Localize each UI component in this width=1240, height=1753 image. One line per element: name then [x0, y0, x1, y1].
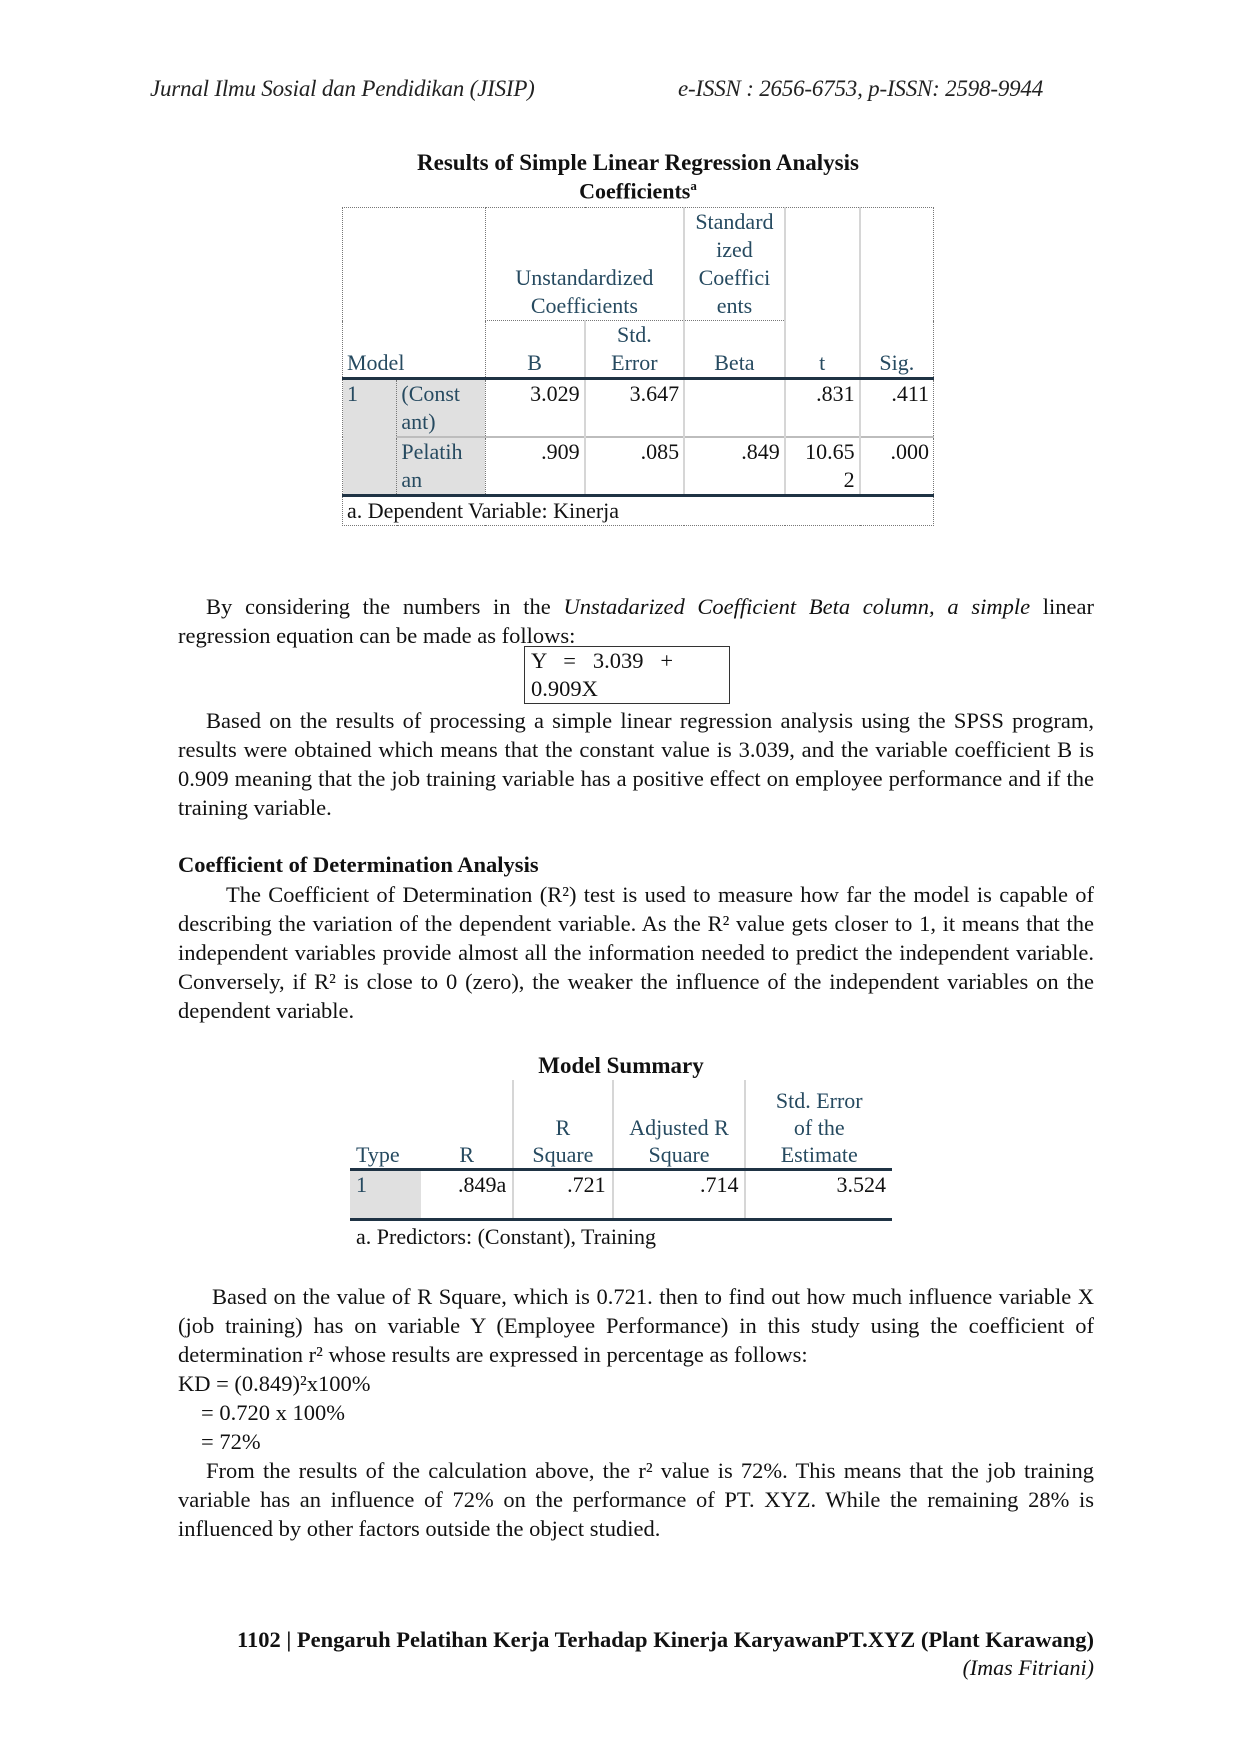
col-t-label: t [819, 350, 826, 375]
col-se-header [745, 1080, 892, 1169]
row1-name-line1: Pelatih [401, 439, 463, 464]
col-stderr-line2: Error [611, 350, 658, 375]
coefficients-subtitle-sup: a [690, 178, 697, 193]
coefficients-subtitle-text: Coefficients [579, 178, 691, 204]
col-sig-label: Sig. [879, 350, 915, 375]
row0-beta [684, 379, 785, 438]
paragraph-regression-intro [178, 592, 1094, 650]
row0-b: 3.029 [485, 379, 585, 438]
row0-stderr: 3.647 [585, 379, 685, 438]
issn-text: e-ISSN : 2656-6753, p-ISSN: 2598-9944 [678, 76, 1044, 101]
row1-t [785, 437, 860, 496]
row-name [397, 379, 485, 438]
group-std-line1: Standard [695, 209, 774, 234]
col-stderr-line1: Std. [616, 322, 652, 347]
row1-t-line2: 2 [843, 467, 855, 492]
row0-sig: .411 [860, 379, 934, 438]
journal-title: Jurnal Ilmu Sosial dan Pendidikan (JISIP) [150, 76, 535, 101]
col-sig-header [860, 208, 934, 379]
col-type-header [350, 1080, 421, 1169]
col-r-header [421, 1080, 513, 1169]
group-unstandardized [485, 208, 684, 321]
paragraph-conclusion: From the results of the calculation above, the r² value is 72%. This means that the job training variable has an influence of 72% on the performance of PT. XYZ. While the remaining 28% is influenced by other factors outside the object studied. [178, 1458, 1094, 1541]
regression-equation-box [524, 646, 730, 704]
paragraph-rsquare: Based on the value of R Square, which is 0.721. then to find out how much influence variable X (job training) has on variable Y (Employee Performance) in this study using the coefficient of determination r² whose results are expressed in percentage as follows: [178, 1284, 1094, 1367]
para1-end: linear regression equation can be made as follows: [178, 594, 1094, 648]
model-summary-footnote: a. Predictors: (Constant), Training [356, 1224, 657, 1250]
col-beta-header [684, 321, 785, 379]
coefficients-table [342, 207, 934, 526]
para1-italic: Unstadarized Coefficient Beta column, a simple [563, 594, 1031, 619]
col-b-header [485, 321, 585, 379]
equation-line1: Y = 3.039 + [531, 648, 674, 673]
coefficients-footnote: a. Dependent Variable: Kinerja [343, 496, 934, 526]
row1-name-line2: an [401, 467, 423, 492]
model-number [343, 379, 397, 496]
calc-line2: = 0.720 x 100% [201, 1400, 345, 1425]
col-stderr-header [585, 321, 685, 379]
col-adj-line1: Adjusted R [629, 1114, 729, 1140]
row0-t [785, 379, 860, 438]
col-type-label: Type [356, 1141, 400, 1167]
ms-se: 3.524 [745, 1169, 892, 1219]
table-row [343, 437, 934, 496]
model-summary-title: Model Summary [538, 1053, 704, 1078]
row0-name-line1: (Const [401, 381, 461, 406]
row1-beta: .849 [684, 437, 785, 496]
group-std-line2: ized [716, 237, 753, 262]
table-row [350, 1169, 892, 1219]
col-adj-header [613, 1080, 746, 1169]
row1-t-line1: 10.65 [805, 439, 855, 464]
col-r-label: R [459, 1141, 475, 1167]
para1-start: By considering the numbers in the [206, 594, 564, 619]
col-rsq-header [513, 1080, 612, 1169]
col-rsq-line1: R [555, 1114, 571, 1140]
ms-r: .849a [421, 1169, 513, 1219]
col-model-label: Model [347, 350, 405, 375]
row0-name-line2: ant) [401, 409, 436, 434]
coefficients-subtitle [342, 178, 934, 204]
col-rsq-line2: Square [532, 1141, 594, 1167]
paragraph-regression-result: Based on the results of processing a simple linear regression analysis using the SPSS program, results were obtained which means that the constant value is 3.039, and the variable coefficient B is 0.909 meaning that the job training variable has a positive effect on employee performance and if the training variable. [178, 708, 1094, 820]
row-name [397, 437, 485, 496]
model-number-text: 1 [347, 381, 358, 406]
col-se-line1: Std. Error [775, 1087, 863, 1113]
row1-b: .909 [485, 437, 585, 496]
col-se-line2: of the [793, 1114, 845, 1140]
calc-line3: = 72% [201, 1429, 261, 1454]
col-t-header [785, 208, 860, 379]
ms-type: 1 [350, 1169, 421, 1219]
ms-adj: .714 [613, 1169, 746, 1219]
section-heading: Coefficient of Determination Analysis [178, 852, 539, 877]
group-unstd-line1: Unstandardized [515, 265, 654, 290]
group-std-line4: ents [716, 293, 753, 318]
row0-t-line1: .831 [816, 381, 855, 406]
calc-line1: KD = (0.849)²x100% [178, 1371, 371, 1396]
equation-line2: 0.909X [531, 676, 598, 701]
model-summary-table [350, 1080, 892, 1253]
group-std-line3: Coeffici [698, 265, 771, 290]
col-beta-label: Beta [714, 350, 755, 375]
coefficients-title: Results of Simple Linear Regression Analysis [417, 150, 859, 175]
paragraph-determination: The Coefficient of Determination (R²) test is used to measure how far the model is capable of describing the variation of the dependent variable. As the R² value gets closer to 1, it means that the independent variables provide almost all the information needed to predict the independent variable. Conversely, if R² is close to 0 (zero), the weaker the influence of the independent variables on the dependent variable. [178, 882, 1094, 1023]
footer-author: (Imas Fitriani) [962, 1655, 1094, 1680]
col-se-line3: Estimate [780, 1141, 858, 1167]
row1-sig: .000 [860, 437, 934, 496]
footer-page-title: 1102 | Pengaruh Pelatihan Kerja Terhadap Kinerja KaryawanPT.XYZ (Plant Karawang) [236, 1627, 1094, 1652]
col-model-header [343, 208, 486, 379]
col-b-label: B [527, 350, 542, 375]
row1-stderr: .085 [585, 437, 685, 496]
group-unstd-line2: Coefficients [530, 293, 638, 318]
group-standardized [684, 208, 785, 321]
col-adj-line2: Square [648, 1141, 710, 1167]
table-row [343, 379, 934, 438]
ms-rsq: .721 [513, 1169, 612, 1219]
